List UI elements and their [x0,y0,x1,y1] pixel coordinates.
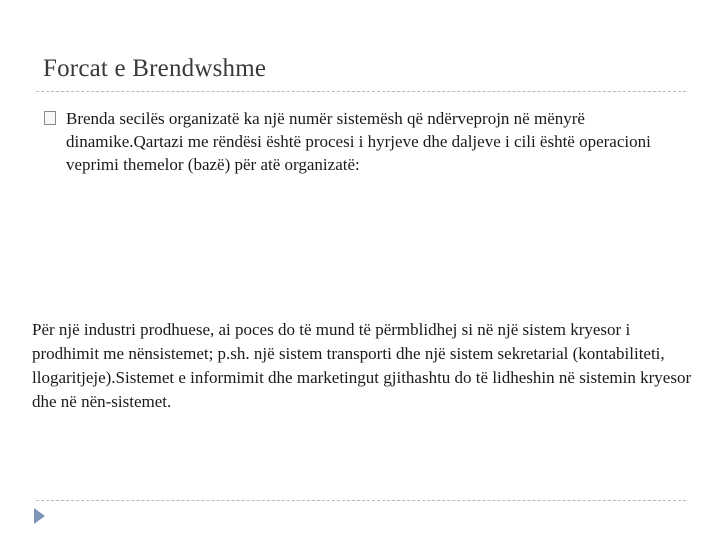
body-paragraph: Për një industri prodhuese, ai poces do të mund të përmblidhej si në një sistem kryesor i prodhimit me nënsistemet; p.sh. një sistem transporti dhe një sistem sekretarial (kontabiliteti, llogaritjeje).Sistemet e informimit dhe marketingut gjithashtu do të lidheshin në sistemin kryesor dhe në nën-sistemet. [32,320,692,411]
title-divider [36,91,686,92]
bullet-text: Brenda secilës organizatë ka një numër sistemësh që ndërveprojn në mënyrë dinamike.Qartazi me rëndësi është procesi i hyrjeve dhe daljeve i cili është operacioni veprimi themelor (bazë) për atë organizatë: [66,109,651,174]
play-arrow-icon[interactable] [34,508,45,524]
square-bullet-icon [44,111,56,125]
footer-divider [36,500,686,501]
slide-title: Forcat e Brendwshme [43,55,267,82]
bullet-item [44,107,684,176]
